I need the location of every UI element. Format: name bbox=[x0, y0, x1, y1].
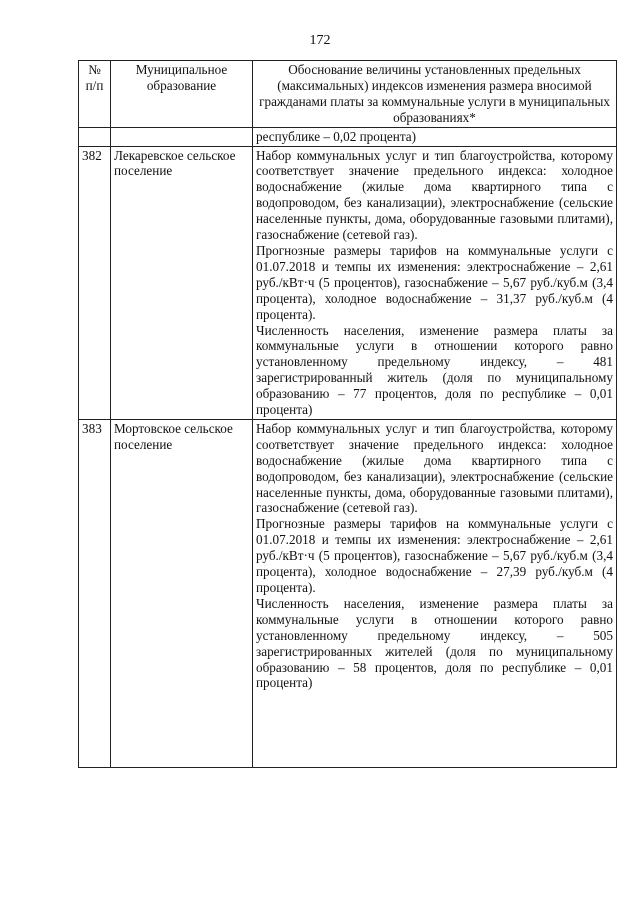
paragraph-population: Численность населения, изменение размера платы за коммунальные услуги в отношении которого равно установленному предельному индексу, – 505 зарегистрированных жителей (доля по муниципальному образованию – 58 процентов, доля по республике – 0,01 процента) bbox=[256, 595, 613, 691]
row-number: 382 bbox=[79, 146, 111, 419]
municipality-name: Мортовское сельское поселение bbox=[111, 419, 253, 767]
municipality-name: Лекаревское сельское поселение bbox=[111, 146, 253, 419]
header-num: № п/п bbox=[79, 61, 111, 128]
page-number: 172 bbox=[309, 33, 331, 48]
continuation-num-cell bbox=[79, 127, 111, 146]
paragraph-tariffs: Прогнозные размеры тарифов на коммунальные услуги с 01.07.2018 и темпы их изменения: электроснабжение – 2,61 руб./кВт·ч (5 процентов), газоснабжение – 5,67 руб./куб.м (3,4 процента), холодное водоснабжение – 31,37 руб./куб.м (4 процента). bbox=[256, 242, 613, 322]
paragraph-services: Набор коммунальных услуг и тип благоустройства, которому соответствует значение предельного индекса: холодное водоснабжение (жилые дома квартирного типа с водопроводом, без канализации), электроснабжение (сельские населенные пункты, дома, оборудованные газовыми плитами), газоснабжение (сетевой газ). bbox=[256, 420, 613, 516]
header-justification: Обоснование величины установленных предельных (максимальных) индексов изменения размера вносимой гражданами платы за коммунальные услуги в муниципальных образованиях* bbox=[253, 61, 617, 128]
header-municipality: Муниципальное образование bbox=[111, 61, 253, 128]
continuation-municipality-cell bbox=[111, 127, 253, 146]
paragraph-tariffs: Прогнозные размеры тарифов на коммунальные услуги с 01.07.2018 и темпы их изменения: электроснабжение – 2,61 руб./кВт·ч (5 процентов), газоснабжение – 5,67 руб./куб.м (3,4 процента), холодное водоснабжение – 27,39 руб./куб.м (4 процента). bbox=[256, 516, 613, 595]
paragraph-population: Численность населения, изменение размера платы за коммунальные услуги в отношении которого равно установленному предельному индексу, – 481 зарегистрированный житель (доля по муниципальному образованию – 77 процентов, доля по республике – 0,01 процента) bbox=[256, 322, 613, 418]
justification-cell bbox=[253, 146, 617, 419]
paragraph-services: Набор коммунальных услуг и тип благоустройства, которому соответствует значение предельного индекса: холодное водоснабжение (жилые дома квартирного типа с водопроводом, без канализации), электроснабжение (сельские населенные пункты, дома, оборудованные газовыми плитами), газоснабжение (сетевой газ). bbox=[256, 147, 613, 243]
continuation-row bbox=[79, 127, 617, 146]
row-number: 383 bbox=[79, 419, 111, 767]
justification-cell bbox=[253, 419, 617, 767]
table-header-row bbox=[79, 61, 617, 128]
table-row bbox=[79, 146, 617, 419]
tariff-table bbox=[78, 60, 617, 768]
continuation-text: республике – 0,02 процента) bbox=[253, 127, 617, 146]
table-row bbox=[79, 419, 617, 767]
